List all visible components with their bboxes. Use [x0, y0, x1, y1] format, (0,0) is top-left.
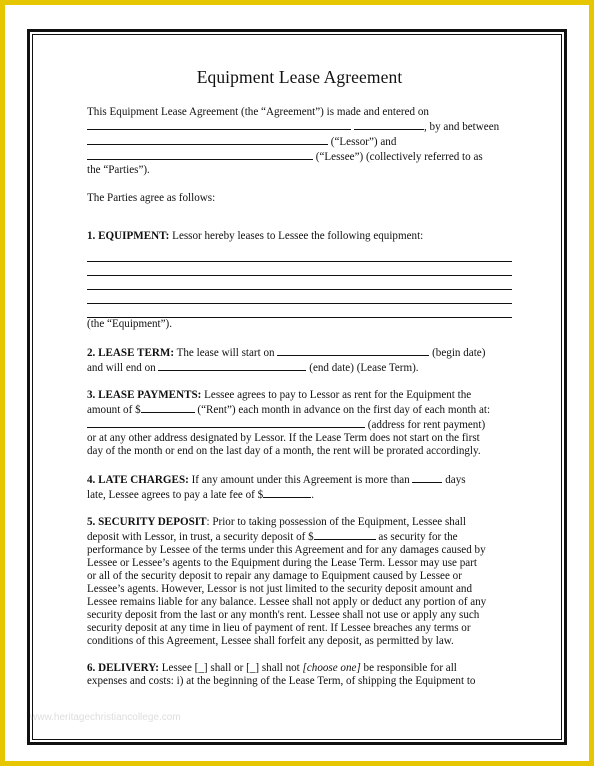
section-4-line-2: late, Lessee agrees to pay a late fee of $ . — [87, 489, 314, 501]
section-6-line-1: 6. DELIVERY: Lessee [_] shall or [_] shall not [choose one] be responsible for all — [87, 662, 457, 674]
equipment-line-2 — [87, 262, 512, 276]
equipment-line-5 — [87, 304, 512, 318]
section-5-line-3: performance by Lessee of the terms under this Agreement and for any damages caused by — [87, 544, 486, 556]
agree-line: The Parties agree as follows: — [87, 192, 216, 204]
section-3-line-4: or at any other address designated by Lessor. If the Lease Term does not start on the first — [87, 432, 480, 444]
section-2-line-1: 2. LEASE TERM: The lease will start on (begin date) — [87, 347, 486, 359]
section-3-line-2: amount of $ (“Rent”) each month in advance on the first day of each month at: — [87, 404, 491, 416]
document-body — [87, 60, 512, 688]
section-5-line-8: security deposit from the last or any month's rent. Lessee shall not use or apply any such — [87, 609, 480, 621]
section-3-line-3: (address for rent payment) — [87, 417, 512, 432]
section-4-line-1: 4. LATE CHARGES: If any amount under this Agreement is more than days — [87, 474, 466, 486]
section-1-end: (the “Equipment”). — [87, 318, 173, 330]
document-title: Equipment Lease Agreement — [196, 67, 403, 87]
section-5-line-9: security deposit at any time in lieu of payment of rent. If Lessee breaches any terms or — [87, 622, 471, 634]
equipment-line-1 — [87, 248, 512, 262]
intro-line-3: (“Lessor”) and — [87, 134, 512, 149]
section-5-line-7: Lessee remains liable for any balance. Lessee shall not apply or deduct any portion of any — [87, 596, 487, 608]
intro-line-5: the “Parties”). — [87, 164, 150, 176]
section-1-heading: 1. EQUIPMENT: Lessor hereby leases to Lessee the following equipment: — [87, 230, 424, 242]
section-2-line-2: and will end on (end date) (Lease Term). — [87, 362, 419, 374]
intro-line-4: (“Lessee”) (collectively referred to as — [87, 149, 512, 164]
section-5-line-2: deposit with Lessor, in trust, a security deposit of $ as security for the — [87, 531, 458, 543]
section-5-line-10: conditions of this Agreement, Lessee shall forfeit any deposit, as permitted by law. — [87, 635, 454, 647]
intro-line-1: This Equipment Lease Agreement (the “Agreement”) is made and entered on — [87, 106, 429, 118]
section-3-line-5: day of the month or end on the last day of a month, the rent will be prorated accordingly. — [87, 445, 481, 457]
section-5-line-6: Lessee’s agents. However, Lessor is not just limited to the security deposit amount and — [87, 583, 472, 595]
section-6-line-2: expenses and costs: i) at the beginning of the Lease Term, of shipping the Equipment to — [87, 675, 476, 687]
section-5-line-4: Lessee or Lessee’s agents to the Equipment during the Lease Term. Lessor may use part — [87, 557, 477, 569]
equipment-line-3 — [87, 276, 512, 290]
watermark: www.heritagechristiancollege.com — [30, 712, 181, 723]
section-5-line-5: or all of the security deposit to repair any damage to Equipment caused by Lessee or — [87, 570, 462, 582]
equipment-line-4 — [87, 290, 512, 304]
intro-line-2: , by and between — [87, 119, 512, 134]
section-3-line-1: 3. LEASE PAYMENTS: Lessee agrees to pay to Lessor as rent for the Equipment the — [87, 389, 472, 401]
section-5-line-1: 5. SECURITY DEPOSIT: Prior to taking possession of the Equipment, Lessee shall — [87, 516, 466, 528]
